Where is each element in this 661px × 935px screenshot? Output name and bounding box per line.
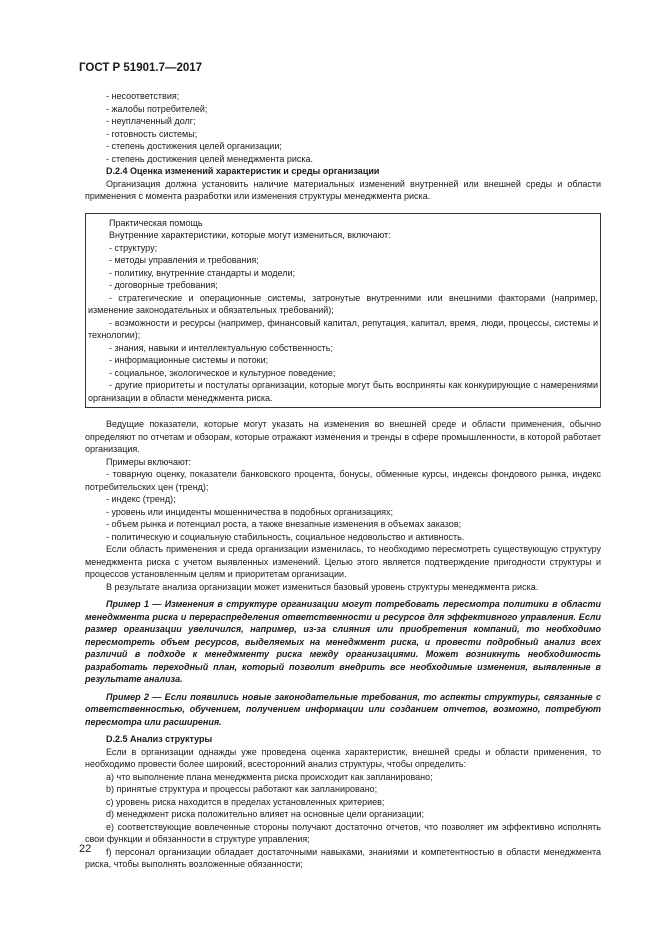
list-item: - товарную оценку, показатели банковского процента, бонусы, обменные курсы, индексы фондового рынка, индекс потребительских цен (тренд); xyxy=(85,469,601,492)
box-item: - возможности и ресурсы (например, финансовый капитал, репутация, капитал, время, люди, процессы, системы и технологии); xyxy=(88,317,598,340)
page-content xyxy=(85,90,601,871)
list-item: - степень достижения целей организации; xyxy=(106,141,282,151)
list-item: - готовность системы; xyxy=(106,128,198,139)
document-header: ГОСТ Р 51901.7—2017 xyxy=(79,62,203,74)
box-intro: Внутренние характеристики, которые могут измениться, включают: xyxy=(109,230,391,240)
example-1: Пример 1 — Изменения в структуре организации могут потребовать пересмотра политики в области менеджмента риска и перераспределения ответственности и ресурсов для эффективного управления. Если размер организации увеличился, например, из-за слияния или приобретения компаний, то необходимо пересмотреть объем ресурсов, выделяемых на менеджмент риска, и провести подробный анализ всех различий в подходе к менеджменту риска между организациями. Может возникнуть необходимость разработать переходный план, который позволит внедрить все необходимые изменения, выявленные в результате анализа. xyxy=(85,599,601,684)
box-item: - структуру; xyxy=(109,242,158,253)
practical-help-box xyxy=(85,213,601,409)
section-heading-d24: D.2.4 Оценка изменений характеристик и среды организации xyxy=(106,166,380,176)
list-item: b) принятые структура и процессы работают как запланировано; xyxy=(106,784,378,794)
list-item: d) менеджмент риска положительно влияет на основные цели организации; xyxy=(106,809,425,819)
box-item: - знания, навыки и интеллектуальную собственность; xyxy=(109,342,333,353)
list-item: a) что выполнение плана менеджмента риска происходит как запланировано; xyxy=(106,771,433,782)
page-number: 22 xyxy=(79,843,92,855)
box-item: - информационные системы и потоки; xyxy=(109,355,269,365)
box-item: - политику, внутренние стандарты и модели; xyxy=(109,267,296,278)
box-item: - социальное, экологическое и культурное поведение; xyxy=(109,367,336,378)
box-item: - методы управления и требования; xyxy=(109,255,259,265)
section-d25-paragraph: Если в организации однажды уже проведена оценка характеристик, внешней среды и области применения, то необходимо провести более широкий, всесторонний анализ структуры, чтобы определить: xyxy=(85,746,601,769)
example-2: Пример 2 — Если появились новые законодательные требования, то аспекты структуры, связанные с ответственностью, обучением, получением информации или созданием отчетов, возможно, потребуют пересмотра или расширения. xyxy=(85,691,601,727)
section-d24-paragraph: Организация должна установить наличие материальных изменений внутренней или внешней среды и области применения с момента разработки или изменения структуры менеджмента риска. xyxy=(85,178,601,201)
list-item: - политическую и социальную стабильность, социальное недовольство и активность. xyxy=(106,531,465,542)
box-item: - другие приоритеты и постулаты организации, которые могут быть восприняты как конкурирующие с намерениями организации в области менеджмента риска. xyxy=(88,380,598,403)
section-heading-d25: D.2.5 Анализ структуры xyxy=(106,734,213,744)
list-item: - степень достижения целей менеджмента риска. xyxy=(106,153,314,164)
list-item: - объем рынка и потенциал роста, а также внезапные изменения в объемах заказов; xyxy=(106,519,462,529)
examples-intro: Примеры включают: xyxy=(106,456,192,467)
change-paragraph: Если область применения и среда организации изменилась, то необходимо пересмотреть существующую структуру менеджмента риска с учетом выявленных изменений. Целью этого является подтверждение пригодности структуры и процессов установленным целям и приоритетам организации. xyxy=(85,544,601,579)
box-item: - договорные требования; xyxy=(109,280,218,290)
list-item: - жалобы потребителей; xyxy=(106,103,208,114)
list-item: - неуплаченный долг; xyxy=(106,116,196,126)
leading-indicators-paragraph: Ведущие показатели, которые могут указать на изменения во внешней среде и области применения, обычно определяют по отчетам и обзорам, которые отражают изменения и тренды в сфере промышленности, в которой работает организация. xyxy=(85,419,601,454)
list-item: - несоответствия; xyxy=(106,91,180,101)
list-item: - уровень или инциденты мошенничества в подобных организациях; xyxy=(106,506,394,517)
list-item: f) персонал организации обладает достаточными навыками, знаниями и компетентностью в области менеджмента риска, чтобы выполнять возложенные обязанности; xyxy=(85,846,601,869)
result-paragraph: В результате анализа организации может измениться базовый уровень структуры менеджмента риска. xyxy=(106,581,539,592)
list-item: c) уровень риска находится в пределах установленных критериев; xyxy=(106,796,385,807)
list-item: - индекс (тренд); xyxy=(106,494,176,504)
list-item: e) соответствующие вовлеченные стороны получают достаточно отчетов, что позволяет им эффективно исполнять свои функции и обязанности в структуре управления; xyxy=(85,821,601,844)
box-title: Практическая помощь xyxy=(109,217,203,228)
box-item: - стратегические и операционные системы, затронутые внутренними или внешними факторами (например, изменение законодательных и обязательных требований); xyxy=(88,292,598,315)
